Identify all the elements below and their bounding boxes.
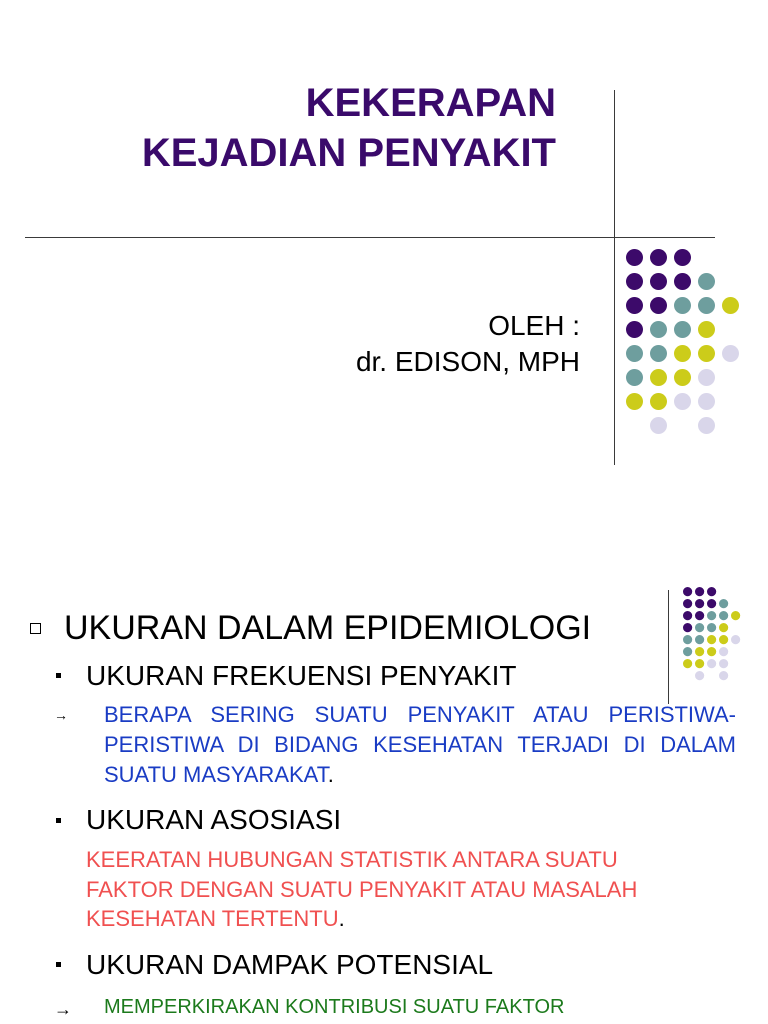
decorative-dot xyxy=(695,599,704,608)
decorative-dot xyxy=(650,393,667,410)
decorative-dot xyxy=(626,321,643,338)
author-block xyxy=(280,308,580,381)
decorative-dot xyxy=(698,393,715,410)
decorative-dot xyxy=(674,369,691,386)
title-line-1: KEKERAPAN xyxy=(305,81,556,125)
author-label: OLEH : xyxy=(488,310,580,341)
decorative-dot xyxy=(674,393,691,410)
decorative-dot xyxy=(626,297,643,314)
decorative-dot xyxy=(707,599,716,608)
decorative-dot xyxy=(626,345,643,362)
decorative-dot xyxy=(674,249,691,266)
decorative-dot xyxy=(698,321,715,338)
arrow-icon: → xyxy=(54,707,68,724)
section-heading xyxy=(28,608,740,649)
description-association: KEERATAN HUBUNGAN STATISTIK ANTARA SUATU FAKTOR DENGAN SUATU PENYAKIT ATAU MASALAH KESEHATAN TERTENTU. xyxy=(86,847,638,932)
section-heading-text: UKURAN DALAM EPIDEMIOLOGI xyxy=(64,609,592,647)
author-name: dr. EDISON, MPH xyxy=(355,346,580,378)
decorative-dot xyxy=(650,249,667,266)
decorative-dot xyxy=(650,297,667,314)
bullet-label: UKURAN DAMPAK POTENSIAL xyxy=(86,949,494,981)
bullet-label: UKURAN ASOSIASI xyxy=(86,804,342,836)
description-frequency: BERAPA SERING SUATU PENYAKIT ATAU PERISTIWA-PERISTIWA DI BIDANG KESEHATAN TERJADI DI DALAM SUATU MASYARAKAT. xyxy=(104,702,736,787)
arrow-icon: → xyxy=(54,998,72,1019)
decorative-dot xyxy=(722,297,739,314)
square-bullet-icon xyxy=(56,962,61,967)
decorative-dot xyxy=(674,297,691,314)
decorative-dot xyxy=(683,587,692,596)
decorative-dot xyxy=(626,249,643,266)
decorative-dot xyxy=(698,345,715,362)
decorative-dot xyxy=(707,587,716,596)
horizontal-divider xyxy=(25,237,715,238)
decorative-dot xyxy=(650,369,667,386)
decorative-dot xyxy=(698,417,715,434)
arrow-item-potential-impact xyxy=(28,994,740,1024)
description-potential-impact: MEMPERKIRAKAN KONTRIBUSI SUATU FAKTOR xyxy=(104,995,565,1018)
decorative-dot xyxy=(695,587,704,596)
decorative-dot xyxy=(683,599,692,608)
square-bullet-icon xyxy=(56,818,61,823)
decorative-dot xyxy=(698,273,715,290)
decorative-dot xyxy=(626,369,643,386)
square-bullet-icon xyxy=(56,673,61,678)
slide-content xyxy=(28,608,740,1024)
decorative-dot xyxy=(674,273,691,290)
bullet-item-frequency xyxy=(28,659,740,693)
decorative-dot xyxy=(722,345,739,362)
decorative-dot xyxy=(650,273,667,290)
title-line-2: KEJADIAN PENYAKIT xyxy=(141,131,556,175)
arrow-item-frequency xyxy=(28,700,740,789)
decorative-dot xyxy=(626,273,643,290)
decorative-dot xyxy=(650,417,667,434)
decorative-dot xyxy=(650,345,667,362)
bullet-item-association xyxy=(28,803,740,837)
decorative-dot xyxy=(674,345,691,362)
vertical-divider xyxy=(614,90,615,465)
decorative-dot xyxy=(626,393,643,410)
slide-title xyxy=(20,78,556,178)
decorative-dot xyxy=(650,321,667,338)
bullet-label: UKURAN FREKUENSI PENYAKIT xyxy=(86,659,517,691)
decorative-dot xyxy=(698,369,715,386)
bullet-item-potential-impact xyxy=(28,948,740,982)
decorative-dot xyxy=(719,599,728,608)
decorative-dot xyxy=(698,297,715,314)
decorative-dot xyxy=(674,321,691,338)
decorative-dot-grid xyxy=(626,249,746,441)
checkbox-bullet-icon xyxy=(30,623,41,634)
